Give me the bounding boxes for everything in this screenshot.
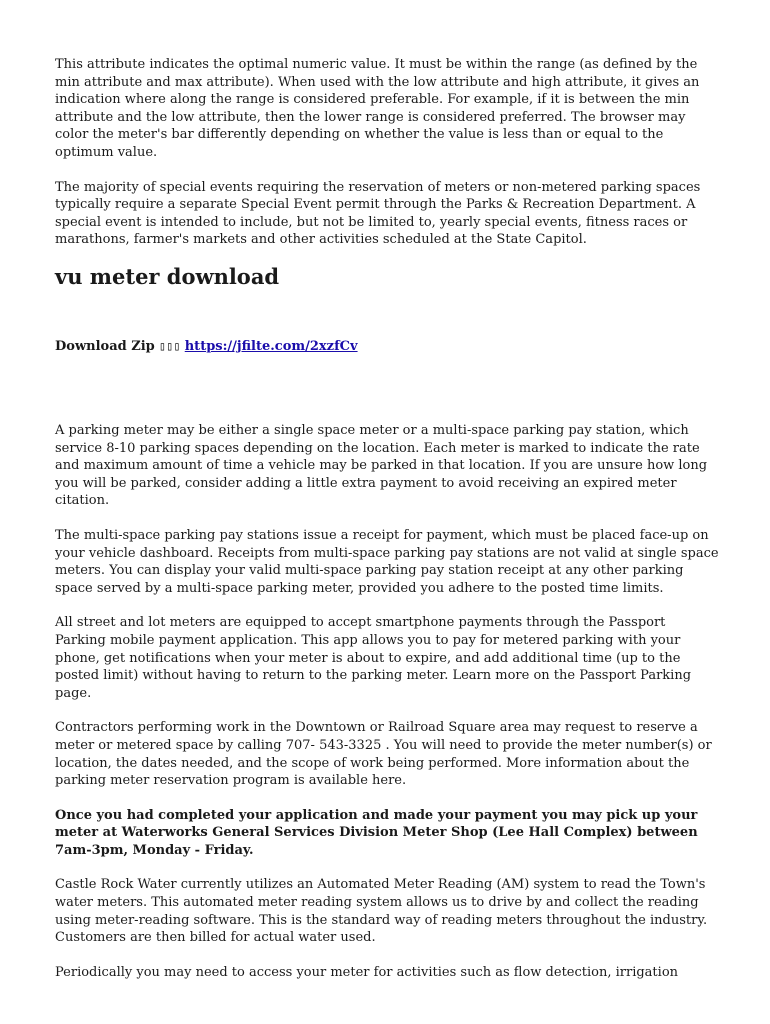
placeholder-glyphs: ▯▯▯ [158,339,181,353]
download-link[interactable]: https://jfilte.com/2xzfCv [184,339,358,354]
body-paragraph-contractors: Contractors performing work in the Downtown or Railroad Square area may request to reserve a meter or metered space by calling 707- 543-3325 . You will need to provide the meter number(s) or location, the dates needed, and the scope of work being performed. More information about the parking meter reservation program is available here. [55,720,712,789]
intro-section [55,56,720,266]
body-paragraph-pay-stations: The multi-space parking pay stations issue a receipt for payment, which must be placed face-up on your vehicle dashboard. Receipts from multi-space parking pay stations are not valid at single space meters. You can display your valid multi-space parking pay station receipt at any other parking space served by a multi-space parking meter, provided you adhere to the posted time limits. [55,527,719,596]
download-line [55,338,358,356]
tail-paragraph-water: Castle Rock Water currently utilizes an Automated Meter Reading (AM) system to read the Town's water meters. This automated meter reading system allows us to drive by and collect the reading using meter-reading software. This is the standard way of reading meters throughout the industry. Customers are then billed for actual water used. [55,877,708,946]
tail-paragraph-periodic: Periodically you may need to access your meter for activities such as flow detection, irrigation [55,964,679,980]
body-paragraph-smartphone: All street and lot meters are equipped to accept smartphone payments through the Passport Parking mobile payment application. This app allows you to pay for metered parking with your phone, get notifications when your meter is about to expire, and add additional time (up to the posted limit) without having to return to the parking meter. Learn more on the Passport Parking page. [55,615,692,701]
intro-paragraph-optimum: This attribute indicates the optimal numeric value. It must be within the range (as defined by the min attribute and max attribute). When used with the low attribute and high attribute, it gives an indication where along the range is considered preferable. For example, if it is between the min attribute and the low attribute, then the lower range is considered preferred. The browser may color the meter's bar differently depending on whether the value is less than or equal to the optimum value. [55,57,700,160]
bold-paragraph-pickup: Once you had completed your application and made your payment you may pick up your meter at Waterworks General Services Division Meter Shop (Lee Hall Complex) between 7am-3pm, Monday - Friday. [55,807,698,858]
body-section [55,422,720,998]
download-label: Download Zip [55,339,155,354]
intro-paragraph-special-events: The majority of special events requiring the reservation of meters or non-metered parking spaces typically require a separate Special Event permit through the Parks & Recreation Department. A special event is intended to include, but not be limited to, yearly special events, fitness races or marathons, farmer's markets and other activities scheduled at the State Capitol. [55,179,701,248]
page-heading: vu meter download [55,264,280,289]
body-paragraph-parking-meter: A parking meter may be either a single space meter or a multi-space parking pay station, which service 8-10 parking spaces depending on the location. Each meter is marked to indicate the rate and maximum amount of time a vehicle may be parked in that location. If you are unsure how long you will be parked, consider adding a little extra payment to avoid receiving an expired meter citation. [55,423,708,509]
